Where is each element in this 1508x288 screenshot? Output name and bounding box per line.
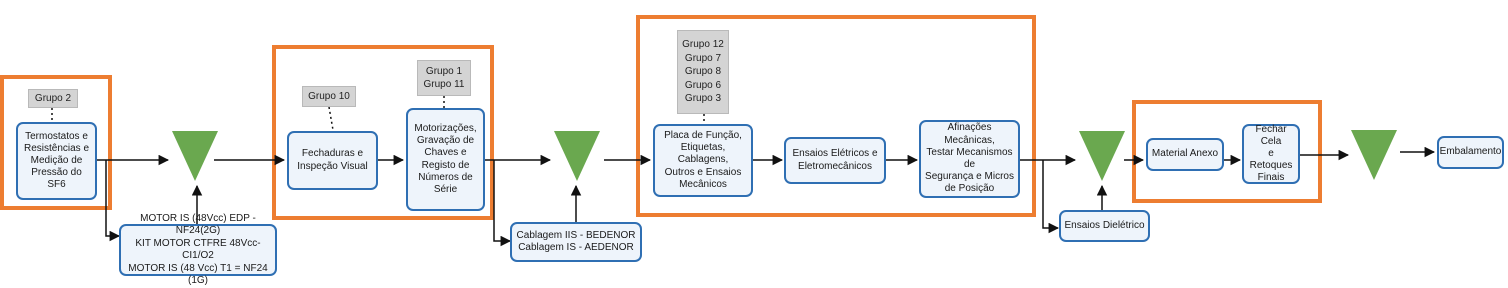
node-motorizacoes: Motorizações, Gravação de Chaves e Registo de Números de Série (406, 108, 485, 211)
node-embalamento: Embalamento (1437, 136, 1504, 169)
tag-grupo-2: Grupo 2 (28, 89, 78, 108)
node-ensaios-eletricos: Ensaios Elétricos e Eletromecânicos (784, 137, 886, 184)
node-material-anexo: Material Anexo (1146, 138, 1224, 171)
branch-arrow (1043, 160, 1058, 228)
node-ensaios-dieletrico: Ensaios Dielétrico (1059, 210, 1150, 242)
tag-grupo-1-11: Grupo 1 Grupo 11 (417, 60, 471, 96)
inventory-triangle (554, 131, 600, 181)
node-afinacoes: Afinações Mecânicas, Testar Mecanismos de Segurança e Micros de Posição (919, 120, 1020, 198)
node-fechar-cela: Fechar Cela e Retoques Finais (1242, 124, 1300, 184)
node-placa-funcao: Placa de Função, Etiquetas, Cablagens, Outros e Ensaios Mecânicos (653, 124, 753, 197)
inventory-triangle (172, 131, 218, 181)
tag-grupo-10: Grupo 10 (302, 86, 356, 107)
node-motor-kits: MOTOR IS (48Vcc) EDP - NF24(2G) KIT MOTOR CTFRE 48Vcc-CI1/O2 MOTOR IS (48 Vcc) T1 = NF24 (1G) (119, 224, 277, 276)
tag-connector (329, 107, 333, 130)
branch-arrow (106, 160, 119, 236)
node-termostatos: Termostatos e Resistências e Medição de Pressão do SF6 (16, 122, 97, 200)
node-cablagem: Cablagem IIS - BEDENOR Cablagem IS - AEDENOR (510, 222, 642, 262)
inventory-triangle (1079, 131, 1125, 181)
node-fechaduras: Fechaduras e Inspeção Visual (287, 131, 378, 190)
branch-arrow (494, 160, 510, 241)
inventory-triangle (1351, 130, 1397, 180)
tag-grupo-12-7-8-6-3: Grupo 12 Grupo 7 Grupo 8 Grupo 6 Grupo 3 (677, 30, 729, 114)
